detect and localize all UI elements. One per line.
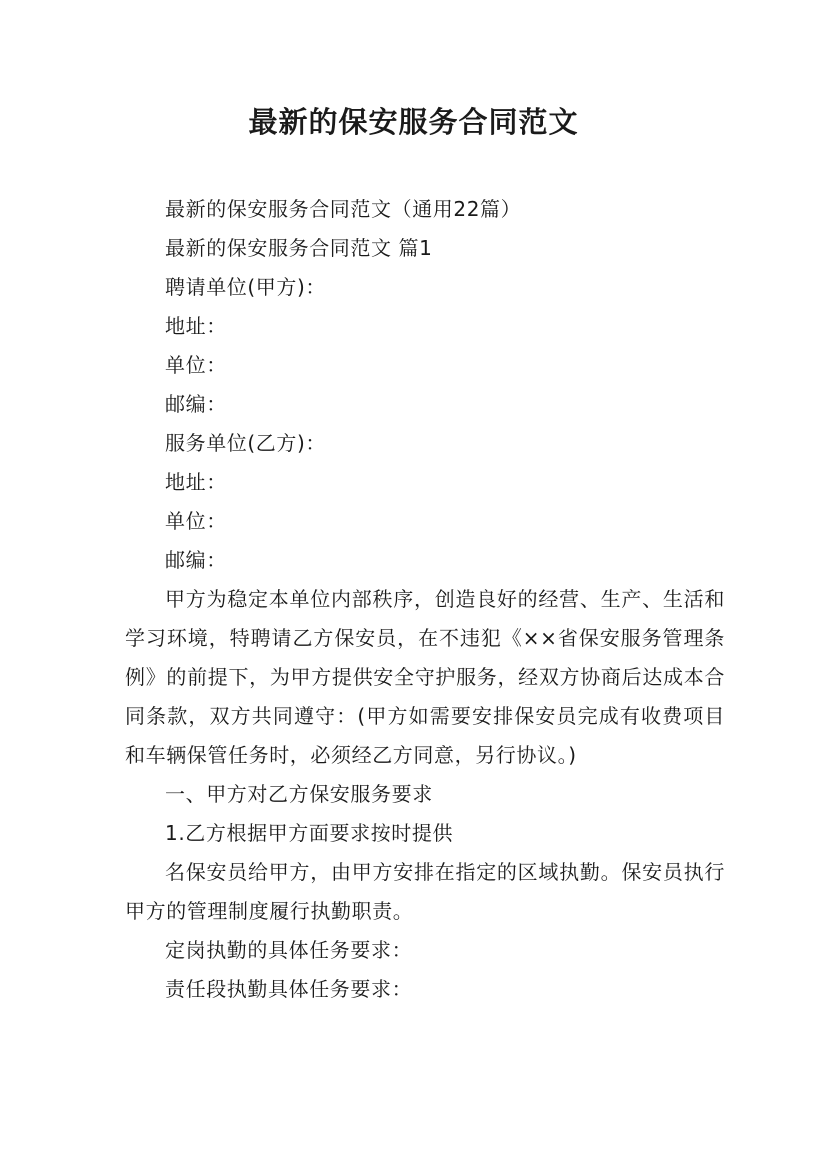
document-title: 最新的保安服务合同范文 (248, 105, 579, 139)
party-a-unit: 单位： (165, 353, 227, 377)
party-b-address: 地址： (165, 470, 227, 494)
party-a-label: 聘请单位(甲方)： (165, 275, 327, 299)
subtitle-line: 最新的保安服务合同范文（通用22篇） (165, 197, 522, 221)
section-duty-requirements: 责任段执勤具体任务要求： (165, 977, 413, 1001)
party-a-address: 地址： (165, 314, 227, 338)
section-heading: 最新的保安服务合同范文 篇1 (165, 236, 433, 260)
intro-paragraph: 甲方为稳定本单位内部秩序，创造良好的经营、生产、生活和学习环境，特聘请乙方保安员，在不违犯《××省保安服务管理条例》的前提下，为甲方提供安全守护服务，经双方协商后达成本合同条款，双方共同遵守：(甲方如需要安排保安员完成有收费项目和车辆保管任务时，必须经乙方同意，另行协议。) (125, 587, 725, 767)
item-1-paragraph: 名保安员给甲方，由甲方安排在指定的区域执勤。保安员执行甲方的管理制度履行执勤职责。 (125, 860, 725, 923)
fixed-post-requirements: 定岗执勤的具体任务要求： (165, 938, 413, 962)
party-b-label: 服务单位(乙方)： (165, 431, 327, 455)
item-1: 1.乙方根据甲方面要求按时提供 (165, 821, 454, 845)
section-1-heading: 一、甲方对乙方保安服务要求 (165, 782, 433, 806)
party-b-postcode: 邮编： (165, 548, 227, 572)
party-b-unit: 单位： (165, 509, 227, 533)
document-body (125, 190, 725, 1009)
party-a-postcode: 邮编： (165, 392, 227, 416)
